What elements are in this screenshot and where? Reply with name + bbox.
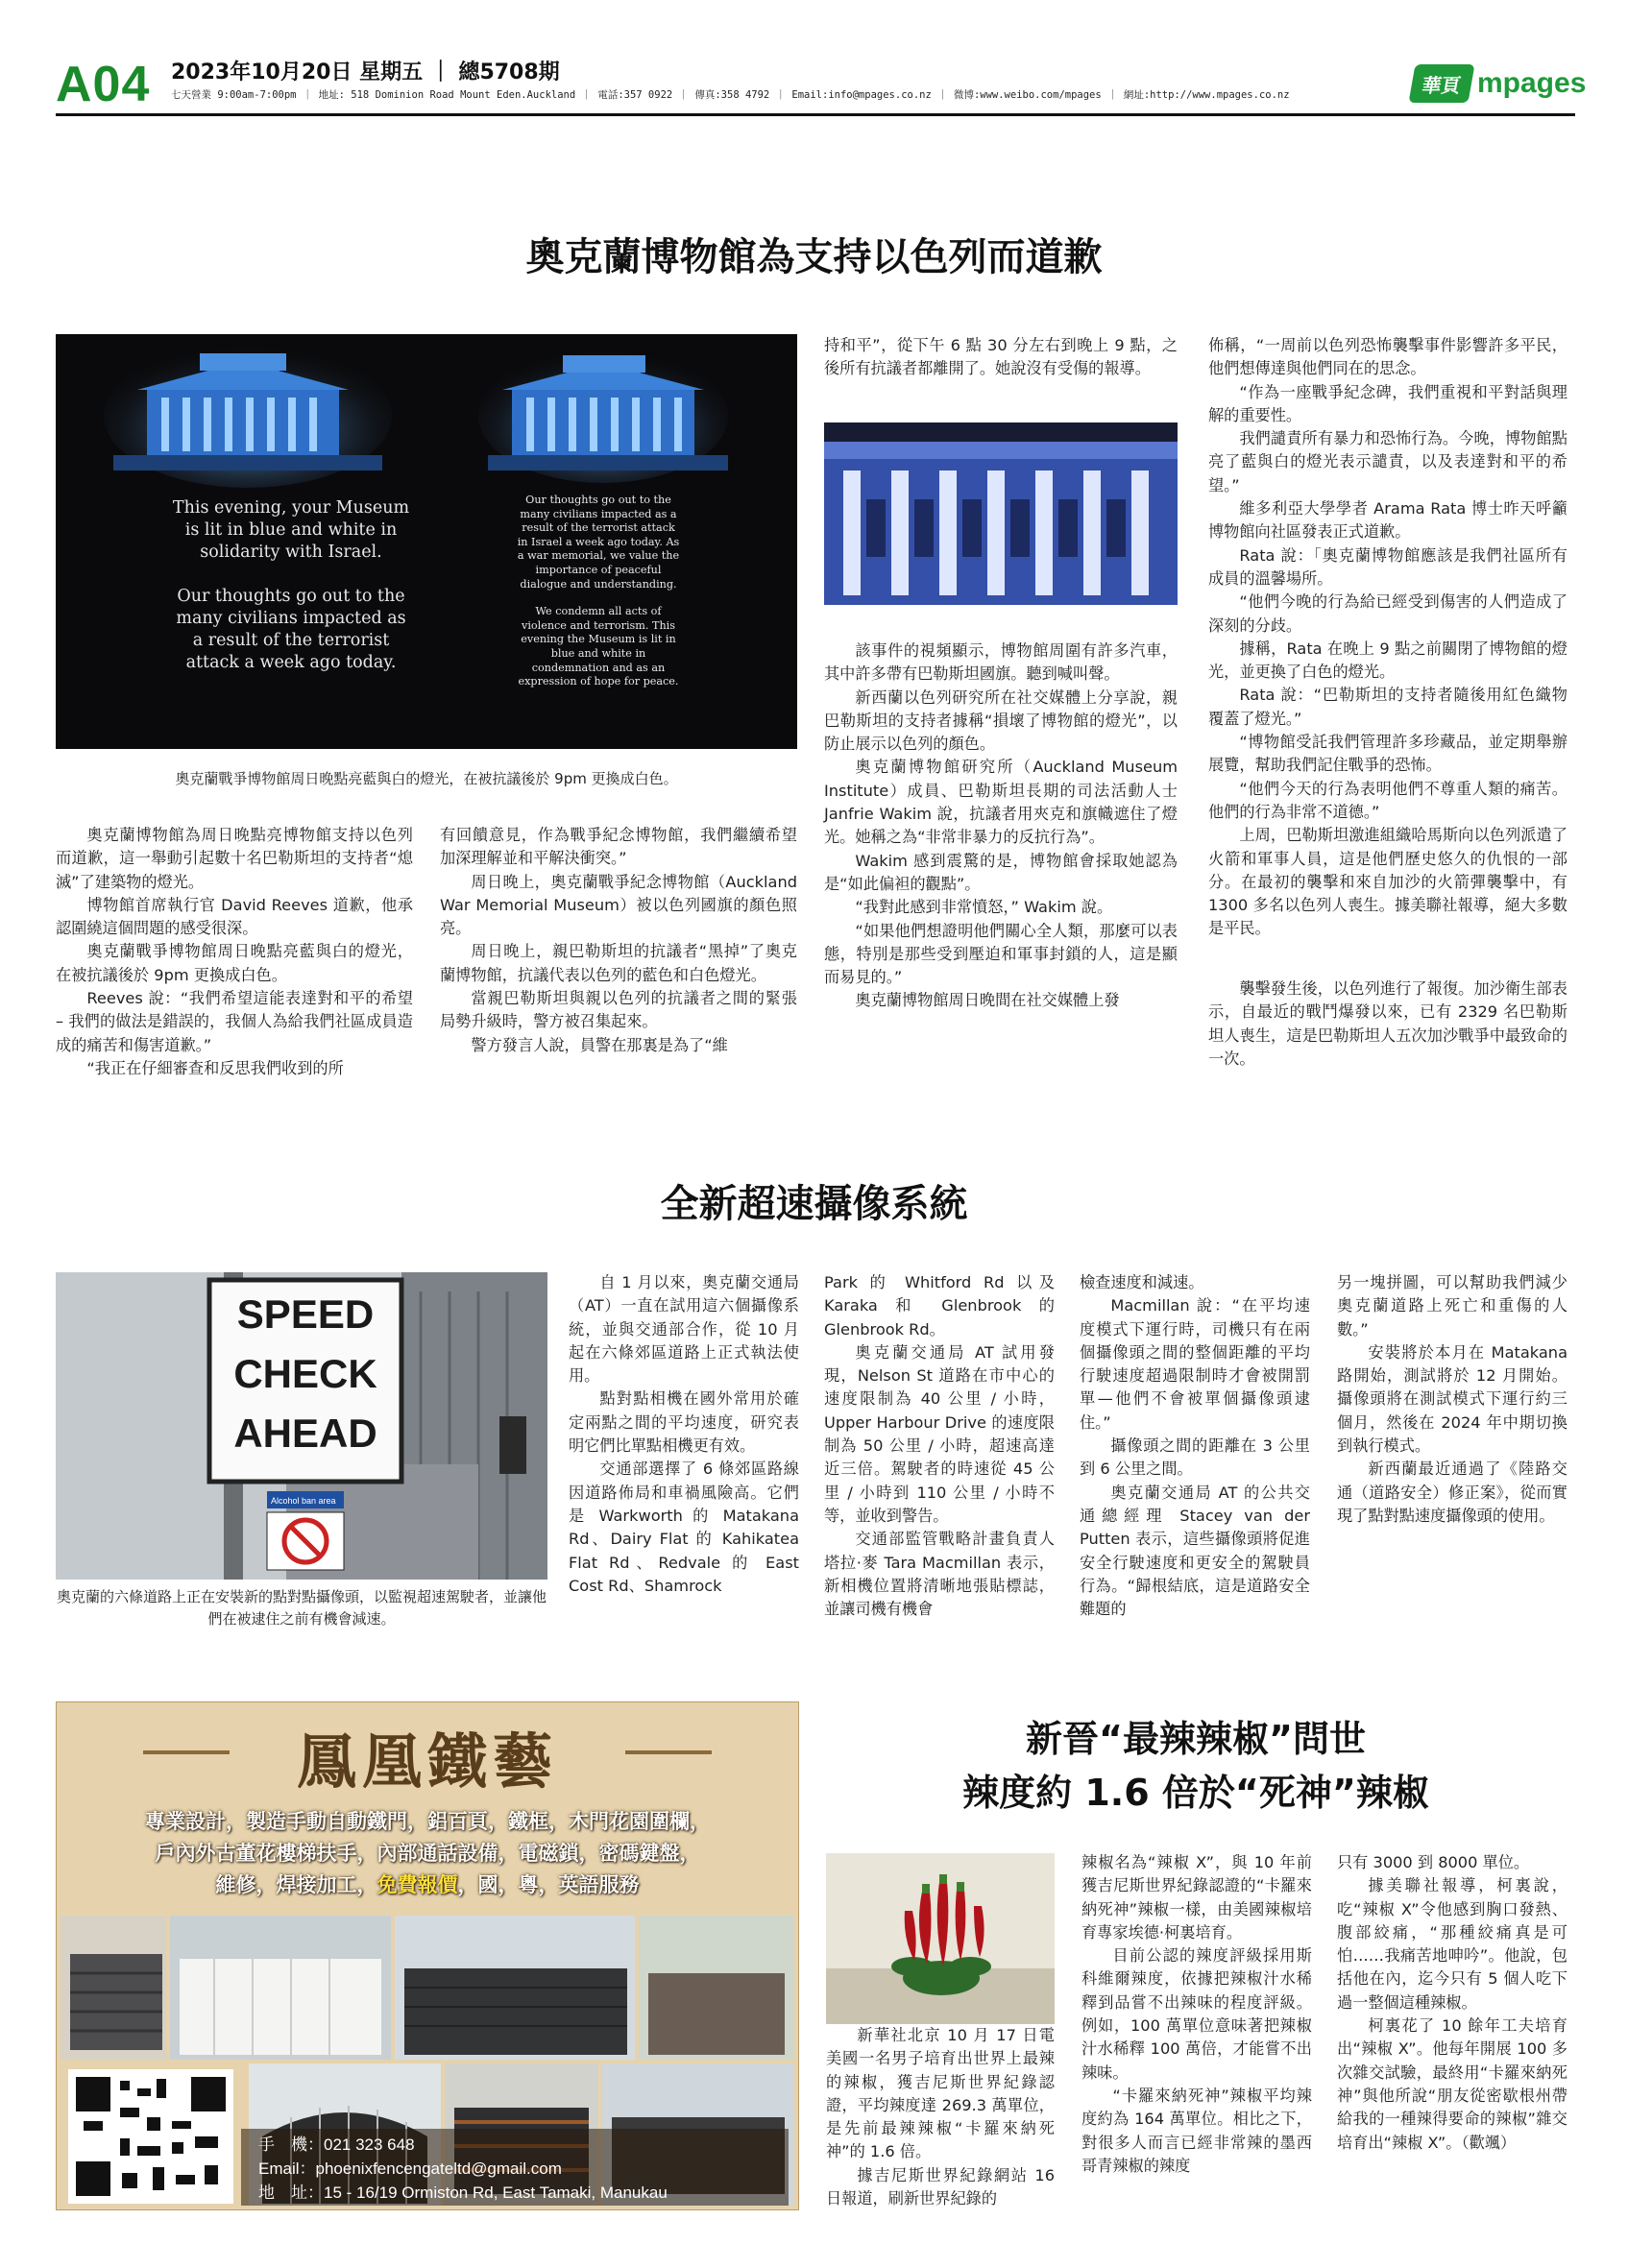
museum-statement-right: Our thoughts go out to the many civilians impacted as a result of the terrorist attack in Israel a week ago today. As a war memorial, we value the importance of peaceful dialogue and understanding. We condemn all acts of violence and terrorism. This evening the Museum is lit in blue and white in condemnation and as an expression of hope for peace. <box>517 494 680 688</box>
chili-illustration <box>826 1853 1055 2024</box>
speed-photo-caption: 奧克蘭的六條道路上正在安裝新的點對點攝像頭，以監視超速駕駛者，並讓他們在被逮住之前有機會減速。 <box>56 1588 547 1628</box>
museum-statement-left: This evening, your Museum is lit in blue and white in solidarity with Israel. Our thoughts go out to the many civilians impacted as a result of the terrorist attack a week ago today. <box>172 498 410 672</box>
article2-column-3: 檢查速度和減速。 Macmillan 說：“在平均速度模式下運行時，司機只有在兩個攝像頭之間的整個距離的平均行駛速度超過限制時才會被開罰單—他們不會被單個攝像頭逮住。” 攝像頭之間的距離在 3 公里到 6 公里之間。 奧克蘭交通局 AT 的公共交通總經理 Stacey van der Putten 表示，這些攝像頭將促進安全行駛速度和更安全的駕駛員行為。“歸根結底，這是道路安全難題的 <box>1080 1273 1310 1619</box>
museum-night-photo <box>824 422 1178 605</box>
article3-column-3: 只有 3000 到 8000 單位。 據美聯社報導，柯裏說，吃“辣椒 X”令他感到胸口發熱、腹部絞痛，“那種絞痛真是可怕……我痛苦地呻吟”。他說，包括他在內，迄今只有 5 個人吃下過一整個這種辣椒。 柯裏花了 10 餘年工夫培育出“辣椒 X”。他每年開展 100 多次雜交試驗，最終用“卡羅來納死神”與他所說“朋友從密歇根州帶給我的一種辣得要命的辣椒”雜交培育出“辣椒 X”。（歡颯） <box>1337 1853 1567 2152</box>
ad-ornament-left <box>143 1750 230 1754</box>
mpages-logo <box>1412 60 1586 108</box>
ad-ornament-right <box>625 1750 712 1754</box>
logo-text: mpages <box>1477 67 1587 99</box>
logo-mark: 華頁 <box>1408 64 1474 103</box>
contact-info-line: 七天營業 9:00am-7:00pm ｜ 地址: 518 Dominion Road Mount Eden.Auckland ｜ 電話:357 0922 ｜ 傳真:358 4792 ｜ Email:info@mpages.co.nz ｜ 微博:www.weibo.com/mpages ｜ 網址:http://www.mpages.co.nz <box>171 89 1290 101</box>
sign-word-ahead: AHEAD <box>233 1411 377 1456</box>
museum-photo <box>56 334 797 749</box>
article1-column-3: 該事件的視頻顯示，博物館周圍有許多汽車，其中許多帶有巴勒斯坦國旗。聽到喊叫聲。 新西蘭以色列研究所在社交媒體上分享說，親巴勒斯坦的支持者據稱“損壞了博物館的燈光”，以防止展示以色列的顏色。 奧克蘭博物館研究所（Auckland Museum Institute）成員、巴勒斯坦長期的司法活動人士 Janfrie Wakim 說，抗議者用夾克和旗幟遮住了燈光。她稱之為“非常非暴力的反抗行為”。 Wakim 感到震驚的是，博物館會採取她認為是“如此偏袒的觀點”。 “我對此感到非常憤怒，” Wakim 說。 “如果他們想證明他們關心全人類，那麼可以表態，特別是那些受到壓迫和軍事封鎖的人，這是顯而易見的。” 奧克蘭博物館周日晚間在社交媒體上發 <box>824 641 1178 1010</box>
article1-column-4-bottom: 襲擊發生後，以色列進行了報復。加沙衛生部表示，自最近的戰鬥爆發以來，已有 2329 名巴勒斯坦人喪生，這是巴勒斯坦人五次加沙戰爭中最致命的一次。 <box>1208 979 1567 1068</box>
sign-word-speed: SPEED <box>236 1291 375 1337</box>
ad-phone: 021 323 648 <box>324 2135 415 2154</box>
speed-sign-illustration <box>56 1272 547 1580</box>
article2-column-1: 自 1 月以來，奧克蘭交通局（AT）一直在試用這六個攝像系統，並與交通部合作，從 10 月起在六條郊區道路上正式執法使用。 點對點相機在國外常用於確定兩點之間的平均速度，研究表明它們比單點相機更有效。 交通部選擇了 6 條郊區路線因道路佈局和車禍風險高。它們是 Warkworth 的 Matakana Rd、Dairy Flat 的 Kahikatea Flat Rd、Redvale 的 East Cost Rd、Shamrock <box>569 1273 799 1595</box>
ad-address: 15 - 16/19 Ormiston Rd, East Tamaki, Manukau <box>324 2184 668 2202</box>
article1-column-4: 佈稱，“一周前以色列恐怖襲擊事件影響許多平民，他們想傳達與他們同在的思念。 “作為一座戰爭紀念碑，我們重視和平對話與理解的重要性。 我們譴責所有暴力和恐怖行為。今晚，博物館點亮了藍與白的燈光表示譴責，以及表達對和平的希望。” 維多利亞大學學者 Arama Rata 博士昨天呼籲博物館向社區發表正式道歉。 Rata 說：「奧克蘭博物館應該是我們社區所有成員的溫馨場所。 “他們今晚的行為給已經受到傷害的人們造成了深刻的分歧。 據稱，Rata 在晚上 9 點之前關閉了博物館的燈光，並更換了白色的燈光。 Rata 說：“巴勒斯坦的支持者隨後用紅色織物覆蓋了燈光。” “博物館受託我們管理許多珍藏品，並定期舉辦展覽，幫助我們記住戰爭的恐怖。 “他們今天的行為表明他們不尊重人類的痛苦。他們的行為非常不道德。” 上周，巴勒斯坦激進組織哈馬斯向以色列派遣了火箭和軍事人員，這是他們歷史悠久的仇恨的一部分。在最初的襲擊和來自加沙的火箭彈襲擊中，有 1300 多名以色列人喪生。據美聯社報導，絕大多數是平民。 <box>1208 336 1567 938</box>
article2-column-4: 另一塊拼圖，可以幫助我們減少奧克蘭道路上死亡和重傷的人數。” 安裝將於本月在 Matakana 路開始，測試將於 12 月開始。攝像頭將在測試模式下運行約三個月，然後在 2024 年中期切換到執行模式。 新西蘭最近通過了《陸路交通（道路安全）修正案》，從而實現了點對點速度攝像頭的使用。 <box>1337 1273 1567 1525</box>
article-title-chili-line2: 辣度約 1.6 倍於“死神”辣椒 <box>962 1772 1429 1814</box>
chili-pepper-photo <box>826 1853 1055 2024</box>
article3-column-1: 新華社北京 10 月 17 日電 美國一名男子培育出世界上最辣的辣椒，獲吉尼斯世界紀錄認證，平均辣度達 269.3 萬單位，是先前最辣辣椒“卡羅來納死神”的 1.6 倍。 據吉尼斯世界紀錄網站 16 日報道，刷新世界紀錄的 <box>826 2026 1055 2208</box>
ad-email: phoenixfencengateltd@gmail.com <box>315 2159 562 2178</box>
article1-column-3-top: 持和平”，從下午 6 點 30 分左右到晚上 9 點，之後所有抗議者都離開了。她說沒有受傷的報導。 <box>824 336 1178 378</box>
article3-column-2: 辣椒名為“辣椒 X”，與 10 年前獲吉尼斯世界紀錄認證的“卡羅來納死神”辣椒一樣，由美國辣椒培育專家埃德·柯裏培育。 目前公認的辣度評級採用斯科維爾辣度，依據把辣椒汁水稀釋到品嘗不出辣味的程度評級。例如，100 萬單位意味著把辣椒汁水稀釋 100 萬倍，才能嘗不出辣味。 “卡羅來納死神”辣椒平均辣度約為 164 萬單位。相比之下，對很多人而言已經非常辣的墨西哥青辣椒的辣度 <box>1081 1853 1312 2175</box>
ad-services: 專業設計，製造手動自動鐵門，鋁百頁，鐵框，木門花園圍欄， 戶內外古董花樓梯扶手，內部通話設備，電磁鎖，密碼鍵盤， 維修，焊接加工，免費報價，國，粵，英語服務 <box>145 1810 710 1896</box>
museum-photo-caption: 奧克蘭戰爭博物館周日晚點亮藍與白的燈光，在被抗議後於 9pm 更換成白色。 <box>175 770 678 787</box>
header-rule <box>56 113 1575 116</box>
phoenix-ironwork-ad <box>56 1701 799 2210</box>
sign-word-check: CHECK <box>233 1351 377 1396</box>
ad-brand-name: 鳳凰鐵藝 <box>296 1726 558 1797</box>
museum-facade-illustration <box>824 422 1178 605</box>
issue-date-line: 2023年10月20日 星期五 ｜ 總5708期 <box>171 60 560 84</box>
article-title-museum: 奧克蘭博物館為支持以色列而道歉 <box>525 235 1103 279</box>
ad-contact-details: 手 機：021 323 648 Email：phoenixfencengateltd@gmail.com 地 址：15 - 16/19 Ormiston Rd, East Tamaki, Manukau <box>258 2135 668 2202</box>
page-number: A04 <box>56 57 151 112</box>
article-title-speed-camera: 全新超速攝像系統 <box>660 1182 968 1226</box>
article1-column-2: 有回饋意見，作為戰爭紀念博物館，我們繼續希望加深理解並和平解決衝突。” 周日晚上，奧克蘭戰爭紀念博物館（Auckland War Memorial Museum）被以色列國旗的顏色照亮。 周日晚上，親巴勒斯坦的抗議者“黑掉”了奧克蘭博物館，抗議代表以色列的藍色和白色燈光。 當親巴勒斯坦與親以色列的抗議者之間的緊張局勢升級時，警方被召集起來。 警方發言人說，員警在那裏是為了“維 <box>440 826 797 1054</box>
article-title-chili-line1: 新晉“最辣辣椒”問世 <box>1026 1718 1366 1760</box>
sign-alcohol-ban: Alcohol ban area <box>271 1496 336 1506</box>
speed-check-sign-photo <box>56 1272 547 1580</box>
article2-column-2: Park 的 Whitford Rd 以及 Karaka 和 Glenbrook 的 Glenbrook Rd。 奧克蘭交通局 AT 試用發現，Nelson St 道路在市中心的速度限制為 40 公里 / 小時，Upper Harbour Drive 的速度限制為 50 公里 / 小時，超速高達近三倍。駕駛者的時速從 45 公里 / 小時到 110 公里 / 小時不等，並收到警告。 交通部監管戰略計畫負責人塔拉·麥 Tara Macmillan 表示，新相機位置將清晰地張貼標誌，並讓司機有機會 <box>824 1273 1055 1619</box>
article1-column-1: 奧克蘭博物館為周日晚點亮博物館支持以色列而道歉，這一舉動引起數十名巴勒斯坦的支持者“熄滅”了建築物的燈光。 博物館首席執行官 David Reeves 道歉，他承認圍繞這個問題的感受很深。 奧克蘭戰爭博物館周日晚點亮藍與白的燈光，在被抗議後於 9pm 更換成白色。 Reeves 說：“我們希望這能表達對和平的希望 – 我們的做法是錯誤的，我個人為給我們社區成員造成的痛苦和傷害道歉。” “我正在仔細審查和反思我們收到的所 <box>56 826 413 1077</box>
ad-free-quote: 免費報價 <box>377 1873 458 1896</box>
